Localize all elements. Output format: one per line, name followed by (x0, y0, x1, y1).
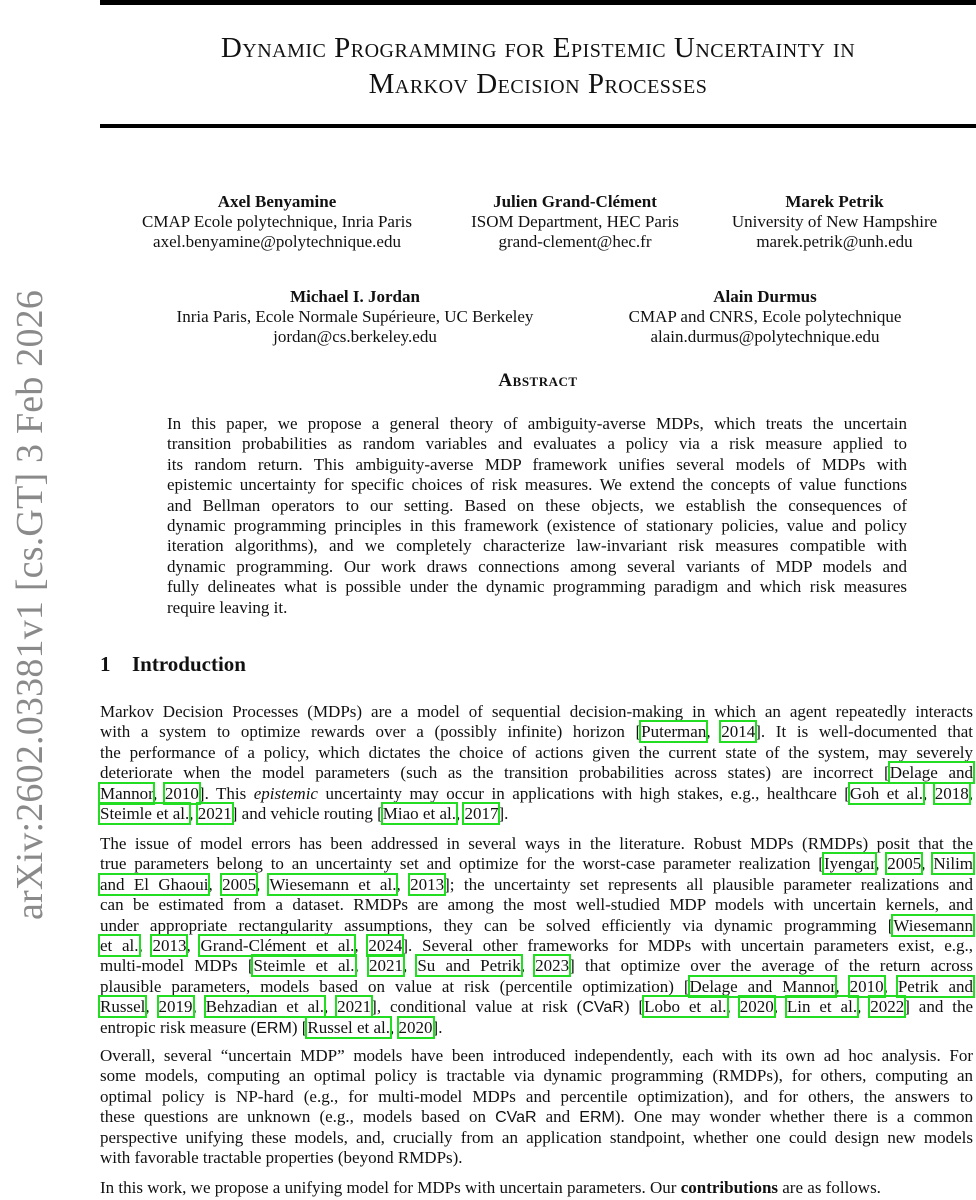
text-line: et al., 2013, Grand-Clément et al., 2024]. Several other frameworks for MDPs with uncertain parameters exist, e.g., (100, 935, 974, 955)
text-line: with favorable tractable properties (beyond RMDPs). (100, 1147, 463, 1167)
author-block (445, 192, 705, 252)
citation-link[interactable]: Delage and (889, 763, 973, 783)
citation-link[interactable]: Steimle et al. (100, 803, 190, 823)
text-line: Russel, 2019, Behzadian et al., 2021], conditional value at risk (CVaR) [Lobo et al., 2020, Lin et al., 2022] and the (100, 997, 974, 1017)
citation-link[interactable]: 2020 (739, 997, 774, 1017)
abstract-line: dynamic programming. Our work draws connections among several variants of MDP models and (167, 556, 907, 576)
citation-link[interactable]: Wiesemann et al. (269, 874, 397, 894)
citation-link[interactable]: 2024 (368, 935, 403, 955)
author-name: Alain Durmus (713, 287, 817, 306)
author-name: Julien Grand-Clément (493, 192, 657, 211)
citation-link[interactable]: Russel et al. (307, 1017, 391, 1037)
citation-link[interactable]: 2021 (368, 956, 403, 976)
paper-title (100, 30, 976, 102)
author-affiliation: CMAP and CNRS, Ecole polytechnique (628, 307, 902, 326)
citation-link[interactable]: Lin et al. (786, 997, 858, 1017)
citation-link[interactable]: 2013 (410, 874, 445, 894)
citation-link[interactable]: Nilim (933, 854, 974, 874)
citation-link[interactable]: 2010 (849, 976, 884, 996)
abstract-line: In this paper, we propose a general theory of ambiguity-averse MDPs, which treats the uncertain (167, 414, 907, 433)
citation-link[interactable]: 2005 (887, 854, 922, 874)
abstract-line: require leaving it. (167, 597, 288, 617)
citation-link[interactable]: 2023 (535, 956, 570, 976)
citation-link[interactable]: Behzadian et al. (205, 997, 324, 1017)
author-name: Marek Petrik (785, 192, 884, 211)
abstract-line: iteration algorithms), and we completely characterize law-invariant risk measures compatible with (167, 536, 907, 556)
author-email[interactable]: marek.petrik@unh.edu (756, 232, 913, 251)
citation-link[interactable]: Goh et al. (849, 783, 923, 803)
text-line: these questions are unknown (e.g., models based on CVaR and ERM). One may wonder whether there is a common (100, 1107, 974, 1127)
author-affiliation: Inria Paris, Ecole Normale Supérieure, UC Berkeley (176, 307, 534, 326)
author-affiliation: CMAP Ecole polytechnique, Inria Paris (142, 212, 412, 231)
citation-link[interactable]: Su and Petrik (417, 956, 521, 976)
text-line: multi-model MDPs [Steimle et al., 2021, Su and Petrik, 2023] that optimize over the average of the return across (100, 956, 974, 976)
text-line: can be estimated from a dataset. RMDPs are among the most well-studied MDP models with uncertain kernels, and (100, 895, 973, 915)
citation-link[interactable]: 2019 (158, 997, 193, 1017)
text-line: The issue of model errors has been addressed in several ways in the literature. Robust MDPs (RMDPs) posit that the (100, 834, 973, 853)
citation-link[interactable]: Miao et al. (382, 803, 456, 823)
section-heading-introduction (100, 652, 246, 677)
citation-link[interactable]: 2013 (152, 935, 187, 955)
citation-link[interactable]: 2005 (222, 874, 257, 894)
citation-link[interactable]: Lobo et al. (644, 997, 727, 1017)
section-number: 1 (100, 652, 111, 676)
intro-paragraph-3 (100, 1046, 973, 1168)
text-line: entropic risk measure (ERM) [Russel et al., 2020]. (100, 1017, 443, 1037)
citation-link[interactable]: Russel (100, 997, 146, 1017)
abstract-body (167, 414, 907, 618)
citation-link[interactable]: Mannor (100, 783, 154, 803)
text-line: the performance of a policy, which dictates the choice of actions given the current state of the system, may severely (100, 742, 973, 762)
text-line: In this work, we propose a unifying model for MDPs with uncertain parameters. Our contributions are as follows. (100, 1178, 881, 1197)
abstract-heading: Abstract (498, 370, 578, 391)
citation-link[interactable]: Grand-Clément et al. (200, 935, 355, 955)
author-name: Michael I. Jordan (290, 287, 420, 306)
citation-link[interactable]: Wiesemann (893, 915, 973, 935)
citation-link[interactable]: et al. (100, 935, 139, 955)
author-affiliation: ISOM Department, HEC Paris (471, 212, 679, 231)
text-line: perspective unifying these models, and, crucially from an application standpoint, whether one could design new models (100, 1127, 973, 1147)
intro-paragraph-1 (100, 702, 973, 824)
citation-link[interactable]: Steimle et al. (253, 956, 355, 976)
citation-link[interactable]: 2010 (164, 783, 199, 803)
arxiv-identifier-stamp (5, 275, 55, 935)
text-line: under appropriate rectangularity assumptions, they can be solved efficiently via dynamic programming [Wiesemann (100, 915, 973, 935)
citation-link[interactable]: 2021 (337, 997, 372, 1017)
author-affiliation: University of New Hampshire (731, 212, 938, 231)
author-block (712, 192, 957, 252)
text-line: with a system to optimize rewards over a (possibly infinite) horizon [Puterman, 2014]. It is well-documented that (100, 722, 973, 742)
title-line-2: Markov Decision Processes (368, 68, 708, 100)
abstract-line: dynamic programming principles in this framework (existence of stationary policies, value and policy (167, 515, 907, 535)
citation-link[interactable]: Puterman (641, 722, 707, 742)
citation-link[interactable]: Petrik and (897, 976, 973, 996)
abstract-line: fully delineates what is possible under the dynamic programming paradigm and which risk measures (167, 577, 907, 597)
abstract-line: epistemic uncertainty for specific choices of risk measures. We extend the concepts of value functions (167, 475, 907, 495)
citation-link[interactable]: 2018 (934, 783, 969, 803)
text-line: Markov Decision Processes (MDPs) are a model of sequential decision-making in which an agent repeatedly interacts (100, 702, 973, 721)
intro-paragraph-4 (100, 1178, 973, 1198)
text-line: true parameters belong to an uncertainty set and optimize for the worst-case parameter realization [Iyengar, 2005, Nilim (100, 854, 974, 874)
citation-link[interactable]: 2017 (464, 803, 499, 823)
author-email[interactable]: grand-clement@hec.fr (498, 232, 652, 251)
abstract-line: its random return. This ambiguity-averse MDP framework unifies several models of MDPs with (167, 454, 907, 474)
text-line: and El Ghaoui, 2005, Wiesemann et al., 2013]; the uncertainty set represents all plausible parameter realizations and (100, 874, 974, 894)
citation-link[interactable]: 2022 (870, 997, 905, 1017)
author-email[interactable]: axel.benyamine@polytechnique.edu (153, 232, 401, 251)
abstract-line: transition probabilities as random variables and evaluates a policy via a risk measure applied to (167, 434, 907, 454)
text-line: Mannor, 2010]. This epistemic uncertainty may occur in applications with high stakes, e.g., healthcare [Goh et al., 2018, (100, 783, 974, 803)
text-line: optimal policy is NP-hard (e.g., for multi-model MDPs and percentile optimization), and for others, the answers to (100, 1086, 973, 1106)
author-name: Axel Benyamine (217, 192, 337, 211)
citation-link[interactable]: 2020 (398, 1017, 433, 1037)
text-line: some models, computing an optimal policy is tractable via dynamic programming (RMDPs), for others, computing an (100, 1066, 973, 1086)
title-line-1: Dynamic Programming for Epistemic Uncertainty in (220, 32, 856, 64)
citation-link[interactable]: and El Ghaoui (100, 874, 209, 894)
text-line: Overall, several “uncertain MDP” models have been introduced independently, each with its own ad hoc analysis. For (100, 1046, 973, 1065)
author-email[interactable]: alain.durmus@polytechnique.edu (650, 327, 880, 346)
citation-link[interactable]: Iyengar (823, 854, 876, 874)
citation-link[interactable]: 2014 (721, 722, 756, 742)
text-line: plausible parameters, models based on value at risk (percentile optimization) [Delage and Mannor, 2010, Petrik and (100, 976, 973, 996)
author-block (595, 287, 935, 347)
intro-paragraph-2 (100, 834, 973, 1038)
author-block (112, 192, 442, 252)
citation-link[interactable]: 2021 (197, 803, 232, 823)
title-top-rule (100, 0, 976, 5)
citation-link[interactable]: Delage and Mannor (689, 976, 836, 996)
text-line: deteriorate when the model parameters (such as the transition probabilities across states) are incorrect [Delage and (100, 763, 973, 783)
text-line: Steimle et al., 2021] and vehicle routing [Miao et al., 2017]. (100, 803, 509, 823)
arxiv-stamp-text: arXiv:2602.03381v1 [cs.GT] 3 Feb 2026 (9, 289, 51, 921)
section-title: Introduction (132, 652, 246, 676)
title-bottom-rule (100, 124, 976, 128)
abstract-line: and Bellman operators to our setting. Based on these objects, we establish the consequences of (167, 495, 907, 515)
author-block (140, 287, 570, 347)
author-email[interactable]: jordan@cs.berkeley.edu (273, 327, 437, 346)
